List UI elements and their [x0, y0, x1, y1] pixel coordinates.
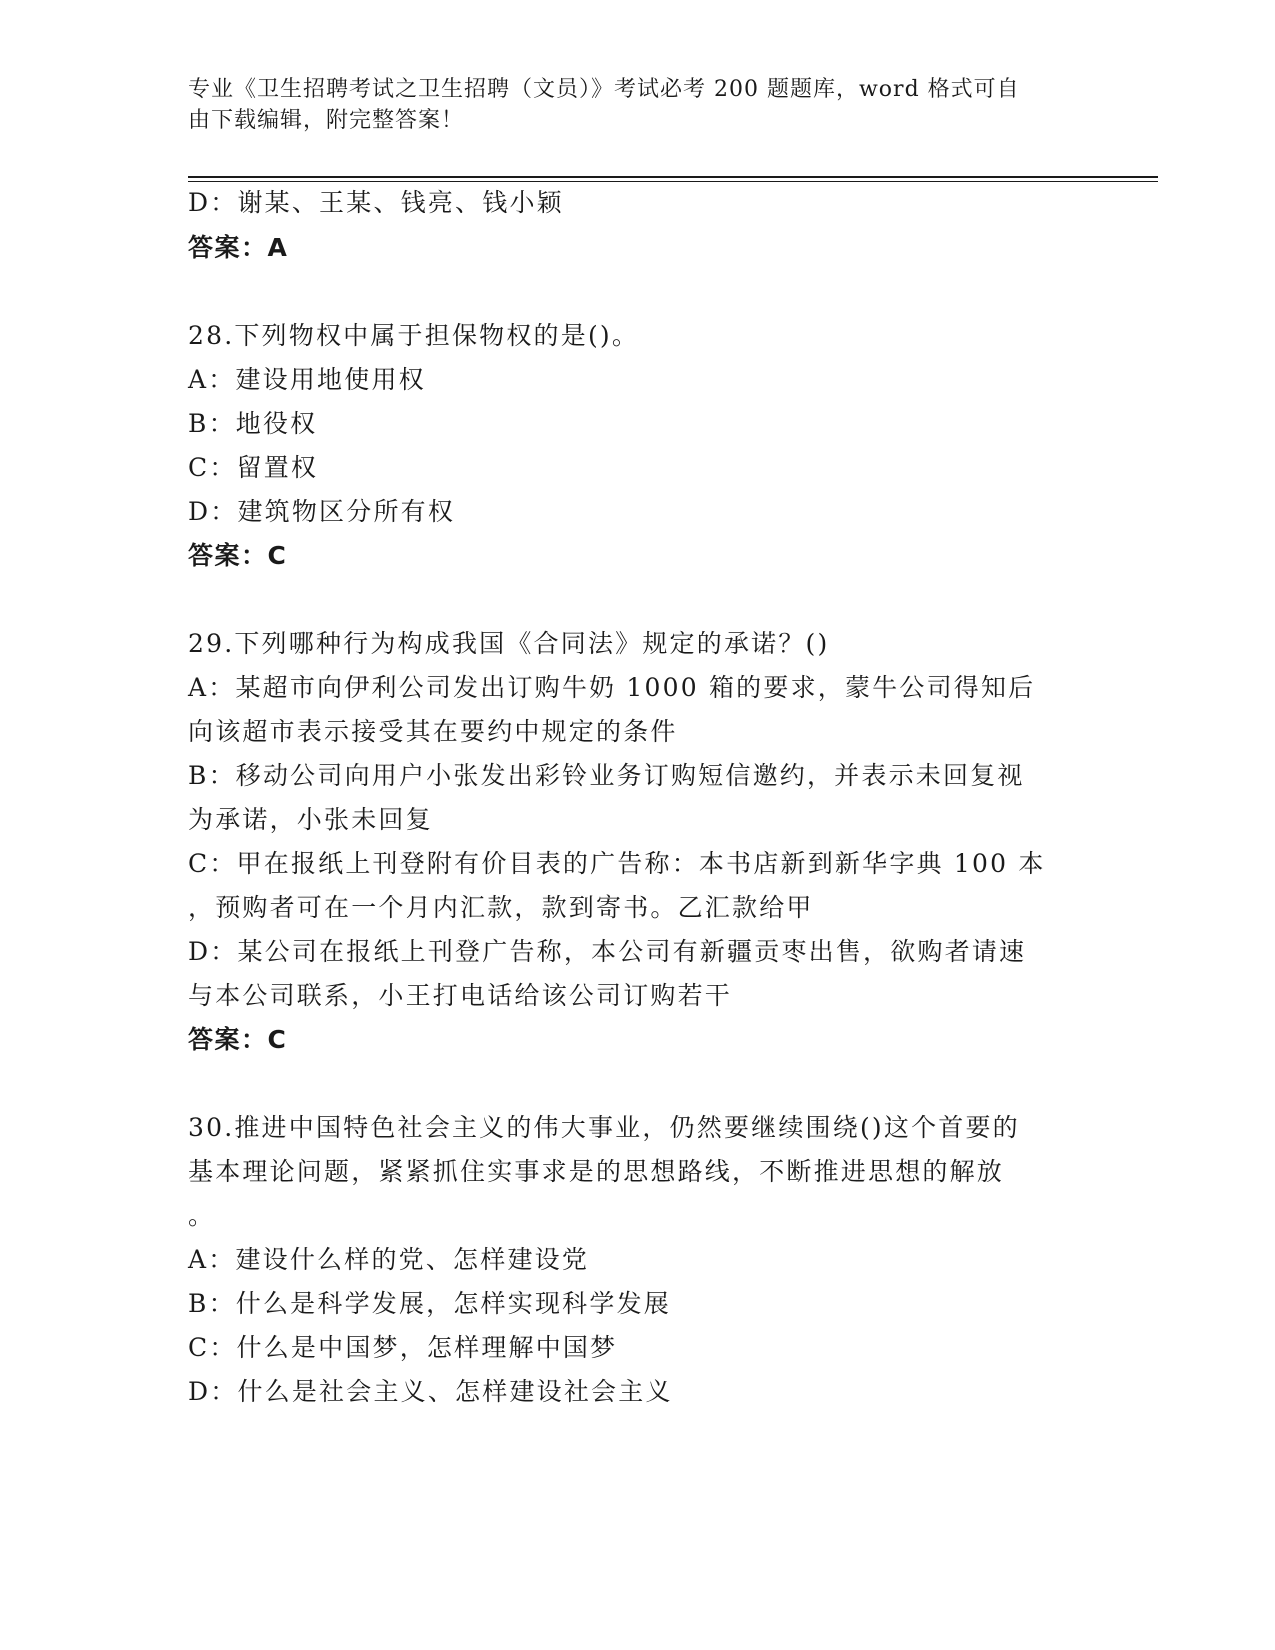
header-line-2: 由下载编辑，附完整答案！ [188, 108, 465, 133]
prev-option-d: D：谢某、王某、钱亮、钱小颖 [188, 188, 564, 217]
q29-option-d-line-2: 与本公司联系，小王打电话给该公司订购若干 [188, 981, 733, 1010]
q28-option-a: A：建设用地使用权 [188, 365, 426, 394]
q28-option-c: C：留置权 [188, 453, 319, 482]
q29-option-a-line-2: 向该超市表示接受其在要约中规定的条件 [188, 717, 678, 746]
q28-answer: 答案：C [188, 541, 288, 570]
q30-stem-line-1: 30.推进中国特色社会主义的伟大事业，仍然要继续围绕()这个首要的 [188, 1113, 1020, 1142]
q29-option-a-line-1: A：某超市向伊利公司发出订购牛奶 1000 箱的要求，蒙牛公司得知后 [188, 673, 1036, 702]
header-line-1: 专业《卫生招聘考试之卫生招聘（文员）》考试必考 200 题题库，word 格式可自 [188, 77, 1020, 102]
q28-option-d: D：建筑物区分所有权 [188, 497, 456, 526]
q29-option-c-line-1: C：甲在报纸上刊登附有价目表的广告称：本书店新到新华字典 100 本 [188, 849, 1046, 878]
q30-stem-line-3: 。 [188, 1201, 216, 1230]
q30-stem-line-2: 基本理论问题，紧紧抓住实事求是的思想路线，不断推进思想的解放 [188, 1157, 1005, 1186]
q29-option-c-line-2: ，预购者可在一个月内汇款，款到寄书。乙汇款给甲 [188, 893, 814, 922]
q30-option-d: D：什么是社会主义、怎样建设社会主义 [188, 1377, 673, 1406]
q28-option-b: B：地役权 [188, 409, 318, 438]
q30-option-a: A：建设什么样的党、怎样建设党 [188, 1245, 590, 1274]
prev-answer: 答案：A [188, 233, 289, 262]
page-header [188, 74, 1068, 136]
q29-option-b-line-1: B：移动公司向用户小张发出彩铃业务订购短信邀约，并表示未回复视 [188, 761, 1025, 790]
q30-option-c: C：什么是中国梦，怎样理解中国梦 [188, 1333, 618, 1362]
q30-option-b: B：什么是科学发展，怎样实现科学发展 [188, 1289, 671, 1318]
q28-stem: 28.下列物权中属于担保物权的是()。 [188, 321, 640, 350]
q29-option-b-line-2: 为承诺，小张未回复 [188, 805, 433, 834]
q29-stem: 29.下列哪种行为构成我国《合同法》规定的承诺？() [188, 629, 830, 658]
q29-option-d-line-1: D：某公司在报纸上刊登广告称，本公司有新疆贡枣出售，欲购者请速 [188, 937, 1027, 966]
q29-answer: 答案：C [188, 1025, 288, 1054]
header-divider-thick [188, 176, 1158, 178]
header-divider-thin [188, 181, 1158, 182]
